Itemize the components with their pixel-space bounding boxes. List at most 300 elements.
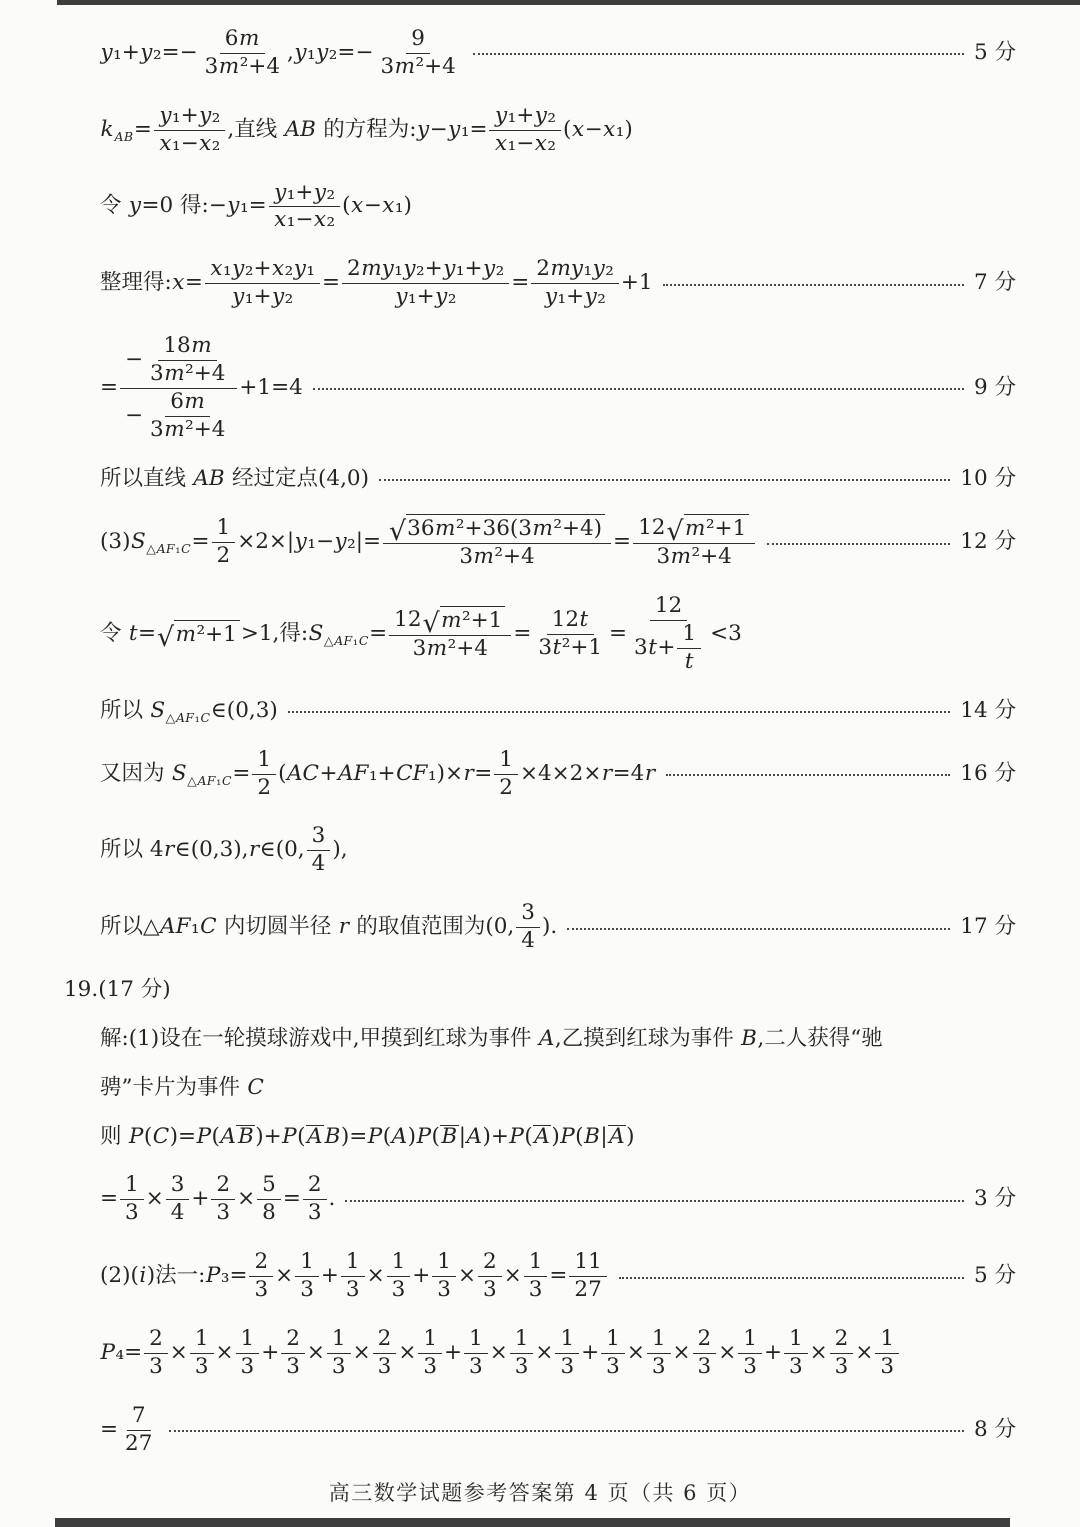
fraction — [383, 514, 611, 571]
math-text: 1 — [257, 746, 272, 772]
denominator — [875, 1354, 899, 1381]
math-text: 2 — [286, 1325, 300, 1351]
math-text: × — [237, 1186, 256, 1212]
denominator — [154, 131, 226, 158]
math-text: 1 — [743, 1325, 757, 1351]
fraction — [693, 1326, 717, 1381]
math-text: 3 — [331, 1353, 346, 1379]
math-text: 1 — [345, 1249, 360, 1275]
math-text: 12 t — [551, 607, 589, 633]
numerator — [154, 103, 226, 131]
denominator — [252, 775, 276, 802]
math-text: 6 m — [224, 26, 260, 51]
math-text: + — [412, 1263, 431, 1289]
math-text: 1 — [528, 1249, 543, 1275]
sqrt-radical — [666, 514, 749, 548]
denominator — [679, 649, 699, 676]
denominator — [784, 1354, 808, 1381]
fraction — [418, 1326, 442, 1381]
math-text: 整理得: x = — [100, 270, 203, 296]
math-text: 3 — [286, 1353, 300, 1379]
numerator — [211, 1172, 235, 1200]
fraction — [303, 1172, 327, 1227]
math-text: x ₁− x ₂ — [159, 130, 221, 156]
line-inradius-range — [0, 900, 1080, 955]
math-text: 3 — [483, 1277, 497, 1302]
overbar-symbol: A — [609, 1124, 625, 1150]
math-text: + — [581, 1339, 600, 1365]
fraction — [342, 256, 509, 311]
symbol-subscript: △AF₁C — [146, 541, 192, 557]
math-text: 1 — [651, 1325, 666, 1351]
numerator — [120, 1172, 144, 1200]
math-text: 2 — [216, 543, 231, 569]
math-text: × — [626, 1339, 645, 1365]
math-text: 又因为 — [100, 760, 172, 786]
dotted-leader — [345, 1200, 964, 1202]
math-text: + — [191, 1186, 210, 1212]
math-text: = — [232, 760, 251, 786]
numerator — [269, 180, 341, 208]
math-text: ∈(0,3) — [210, 697, 278, 723]
denominator — [327, 1354, 351, 1381]
math-text: ,直线 AB 的方程为: y − y ₁= — [227, 116, 488, 142]
numerator — [303, 1172, 327, 1200]
fraction — [295, 1249, 319, 1304]
math-text: 3 — [834, 1353, 849, 1379]
line-p4-value — [0, 1403, 1080, 1458]
radicand — [174, 620, 240, 649]
denominator — [375, 54, 460, 81]
math-text: 3 — [788, 1353, 803, 1379]
denominator — [533, 635, 607, 662]
math-text: ( x − x ₁) — [342, 193, 412, 219]
math-text: y ₁+ y ₂ — [494, 102, 557, 128]
denominator — [257, 1200, 281, 1227]
denominator — [227, 284, 299, 311]
fraction — [494, 747, 518, 802]
radical-sign-icon: √ — [422, 608, 440, 640]
line-p3 — [0, 1249, 1080, 1304]
math-text: (2)( i )法一: P ₃= — [100, 1263, 248, 1289]
numerator — [432, 1249, 456, 1277]
math-text: m ²+1 — [175, 622, 237, 647]
fraction — [327, 1326, 351, 1381]
math-text: = — [513, 621, 532, 646]
math-text: = — [100, 1186, 119, 1212]
subscripted-symbol — [130, 529, 191, 556]
dotted-leader — [619, 1277, 964, 1279]
denominator — [145, 417, 230, 444]
numerator — [257, 1172, 281, 1200]
math-text: 3 — [606, 1353, 620, 1379]
numerator — [205, 256, 320, 284]
line-prob-c-expansion — [0, 1124, 1080, 1151]
overbar-symbol: B — [237, 1124, 254, 1150]
symbol-subscript: AB — [114, 128, 134, 144]
denominator — [249, 1277, 273, 1304]
math-text: 3 — [149, 1353, 163, 1379]
fraction — [555, 1326, 579, 1381]
math-text: 1 — [469, 1325, 483, 1351]
numerator — [342, 256, 509, 284]
math-text: 6 m — [170, 388, 205, 414]
score-label: 3 分 — [973, 1186, 1016, 1212]
math-text: y ₁+ y ₂ — [274, 179, 336, 205]
math-text: 3 — [170, 1172, 185, 1198]
overbar-symbol: B — [441, 1124, 458, 1150]
math-text: 3 — [437, 1277, 451, 1302]
fraction — [533, 607, 607, 662]
math-text: 1 — [423, 1325, 438, 1351]
line-inradius-eq — [0, 747, 1080, 802]
fraction — [647, 1326, 671, 1381]
math-text: 1 — [606, 1325, 620, 1351]
line-4r-range — [0, 823, 1080, 878]
math-text: 4 — [311, 851, 326, 877]
math-text: 3 m ²+4 — [150, 360, 226, 386]
symbol-base: S — [130, 529, 146, 555]
fraction — [830, 1326, 854, 1381]
math-text: 3 m ²+4 — [656, 544, 732, 570]
score-label: 8 分 — [973, 1416, 1016, 1442]
math-text: + — [320, 1263, 339, 1289]
math-text: <3 — [710, 621, 742, 646]
numerator — [738, 1326, 762, 1354]
math-text: 3 — [307, 1200, 322, 1226]
math-text: +1=4 — [239, 374, 303, 400]
math-text: 3 — [651, 1353, 666, 1379]
math-text: 3 — [377, 1353, 392, 1379]
radicand — [406, 514, 605, 543]
radical-sign-icon: √ — [157, 622, 175, 654]
denominator — [408, 636, 493, 663]
denominator — [454, 544, 539, 571]
numerator — [406, 26, 430, 54]
math-text: = — [100, 1416, 119, 1442]
numerator — [236, 1326, 260, 1354]
denominator — [269, 207, 341, 234]
math-text: ( AC + AF ₁+ CF ₁)× r = — [278, 760, 493, 786]
symbol-subscript: △AF₁C — [165, 709, 211, 725]
denominator — [236, 1354, 260, 1381]
math-text: 所以 — [100, 697, 150, 723]
denominator — [341, 1277, 365, 1304]
numerator — [693, 1326, 717, 1354]
math-text: × — [215, 1339, 234, 1365]
math-text: 2 — [307, 1172, 322, 1198]
numerator — [165, 389, 210, 417]
math-text: 1 — [880, 1325, 895, 1351]
math-text: = — [369, 621, 388, 646]
symbol-base: S — [171, 760, 187, 786]
math-text: , y ₁ y ₂=− — [287, 39, 374, 65]
math-text: × — [855, 1339, 874, 1365]
denominator — [651, 544, 736, 571]
math-text: 1 — [514, 1325, 529, 1351]
math-text: >1,得: — [240, 621, 309, 646]
numerator — [387, 1249, 411, 1277]
top-scan-edge — [57, 0, 1080, 5]
fraction — [516, 900, 540, 955]
symbol-base: k — [100, 116, 114, 142]
math-text: = — [191, 529, 210, 555]
math-text: y ₁+ y ₂ — [232, 284, 294, 310]
score-label: 17 分 — [960, 914, 1016, 940]
numerator — [307, 823, 331, 851]
math-text: = — [282, 1186, 301, 1212]
numerator — [647, 1326, 671, 1354]
math-text: 1 — [240, 1325, 255, 1351]
numerator — [327, 1326, 351, 1354]
numerator — [601, 1326, 625, 1354]
radical-sign-icon: √ — [389, 516, 407, 548]
math-text: 2 — [377, 1325, 392, 1351]
line-simplify-x — [0, 256, 1080, 311]
denominator — [478, 1277, 502, 1304]
math-text: = — [609, 621, 628, 646]
solution-lines — [0, 26, 1080, 1479]
math-text: 3 — [469, 1353, 483, 1379]
numerator — [418, 1326, 442, 1354]
numerator — [341, 1249, 365, 1277]
math-text: 3 t ²+1 — [538, 634, 603, 660]
line-substitute-t — [0, 593, 1080, 676]
fraction — [601, 1326, 625, 1381]
numerator — [516, 900, 540, 928]
math-text: 5 — [262, 1172, 276, 1198]
math-text: y ₁+ y ₂ — [544, 284, 606, 310]
numerator — [555, 1326, 579, 1354]
denominator — [303, 1200, 327, 1227]
fraction — [375, 26, 460, 81]
math-text: 1 — [788, 1325, 803, 1351]
subscripted-symbol — [171, 761, 232, 788]
denominator — [738, 1354, 762, 1381]
dotted-leader — [169, 1430, 964, 1432]
denominator — [830, 1354, 854, 1381]
math-text: 19.(17 分) — [64, 976, 171, 1002]
line-problem-19 — [0, 977, 1080, 1004]
numerator — [464, 1326, 488, 1354]
math-text: 4 — [170, 1200, 185, 1226]
math-text: 3 m ²+4 — [412, 635, 488, 661]
fraction — [200, 26, 285, 81]
math-text: = — [511, 270, 530, 296]
numerator — [249, 1249, 273, 1277]
line-p4 — [0, 1326, 1080, 1381]
math-text: 所以 4 r ∈(0,3), r ∈(0, — [100, 837, 305, 863]
denominator — [494, 775, 518, 802]
denominator — [647, 1354, 671, 1381]
math-text: × — [489, 1339, 508, 1365]
radicand — [440, 606, 506, 635]
line-area-formula — [0, 514, 1080, 571]
math-text: 3 — [391, 1277, 406, 1302]
fraction — [478, 1249, 502, 1304]
numerator — [383, 514, 611, 548]
math-text: 27 — [125, 1430, 153, 1456]
math-text: − — [125, 402, 144, 428]
fraction — [569, 1249, 606, 1304]
math-text: y ₁+ y ₂ — [395, 284, 457, 310]
denominator — [120, 389, 237, 444]
math-text: 3 — [300, 1277, 314, 1302]
math-text: +1 — [620, 270, 653, 296]
math-text: 3 — [125, 1200, 139, 1226]
dotted-leader — [663, 284, 964, 286]
math-text: 27 — [574, 1277, 602, 1302]
math-text: × — [306, 1339, 325, 1365]
math-text: 3 — [521, 900, 535, 926]
overbar-symbol: A — [307, 1124, 323, 1150]
radical-sign-icon: √ — [666, 516, 684, 548]
score-label: 7 分 — [973, 270, 1016, 296]
numerator — [494, 747, 518, 775]
math-text: ). — [541, 914, 558, 940]
denominator — [601, 1354, 625, 1381]
math-text: × — [366, 1263, 385, 1289]
denominator — [120, 1431, 157, 1458]
dotted-leader — [666, 774, 951, 776]
score-label: 16 分 — [960, 760, 1016, 786]
math-text: 1 — [391, 1249, 406, 1275]
fraction — [257, 1172, 281, 1227]
math-text: ×2×| y ₁− y ₂|= — [237, 529, 382, 555]
math-text: 3 — [560, 1353, 575, 1379]
fraction — [120, 1403, 157, 1458]
math-text: 2 — [834, 1325, 849, 1351]
symbol-subscript: △AF₁C — [187, 772, 232, 788]
denominator — [539, 284, 611, 311]
numerator — [650, 593, 687, 621]
math-text: ), — [332, 837, 348, 863]
math-text: 1 — [682, 621, 697, 646]
denominator — [212, 543, 236, 570]
math-text: 3 — [528, 1277, 543, 1302]
math-text: y ₁+ y ₂ — [159, 102, 221, 128]
math-text: ×4×2× r =4 r — [519, 760, 656, 786]
numerator — [120, 333, 237, 389]
fraction — [211, 1172, 235, 1227]
fraction — [166, 1172, 190, 1227]
math-text: x ₁− x ₂ — [494, 130, 557, 156]
math-text: | A )+ P ( — [458, 1123, 533, 1149]
dotted-leader — [767, 543, 950, 545]
numerator — [524, 1249, 548, 1277]
numerator — [510, 1326, 534, 1354]
fraction — [145, 389, 230, 444]
math-text: m ²+1 — [685, 516, 747, 542]
overbar-symbol: A — [534, 1124, 550, 1150]
symbol-base: S — [308, 621, 324, 646]
math-text: × — [457, 1263, 476, 1289]
denominator — [516, 928, 540, 955]
math-text: 4 — [521, 928, 535, 953]
numerator — [212, 515, 236, 543]
denominator — [464, 1354, 488, 1381]
fraction — [784, 1326, 808, 1381]
numerator — [633, 514, 755, 548]
denominator — [432, 1277, 456, 1304]
math-text: 12 — [654, 593, 683, 619]
math-text: P ₄= — [100, 1339, 143, 1365]
math-text: ( x − x ₁) — [563, 116, 633, 142]
subscripted-symbol — [100, 117, 134, 144]
subscripted-symbol — [150, 698, 211, 725]
fraction — [875, 1326, 899, 1381]
math-text: × — [535, 1339, 554, 1365]
math-text: y ₁+ y ₂=− — [100, 39, 198, 65]
math-text: = — [322, 270, 341, 296]
math-text: 3 t + — [634, 634, 676, 660]
fraction — [432, 1249, 456, 1304]
denominator — [387, 1277, 411, 1304]
line-fixed-point — [0, 466, 1080, 493]
math-text: 2 my ₁ y ₂ — [536, 256, 614, 282]
math-text: × — [352, 1339, 371, 1365]
fraction — [120, 333, 237, 444]
score-label: 5 分 — [973, 39, 1016, 65]
fraction — [252, 747, 276, 802]
math-text: 11 — [574, 1249, 602, 1275]
fraction — [524, 1249, 548, 1304]
math-text: 3 m ²+4 — [150, 416, 226, 442]
math-text: 36 m ²+36(3 m ²+4) — [407, 516, 603, 542]
denominator — [693, 1354, 717, 1381]
denominator — [190, 1354, 214, 1381]
fraction — [387, 1249, 411, 1304]
math-text: + — [261, 1339, 280, 1365]
score-label: 12 分 — [960, 529, 1016, 555]
numerator — [220, 26, 265, 54]
line-slope-ab — [0, 103, 1080, 158]
sqrt-radical — [422, 606, 506, 640]
math-text: 3 m ²+4 — [380, 53, 456, 79]
denominator — [281, 1354, 305, 1381]
line-area-range — [0, 698, 1080, 725]
math-text: 解:(1)设在一轮摸球游戏中,甲摸到红球为事件 A ,乙摸到红球为事件 B ,二人获得“驰 — [100, 1025, 883, 1051]
math-text: + — [444, 1339, 463, 1365]
denominator — [629, 621, 708, 676]
numerator — [784, 1326, 808, 1354]
denominator — [120, 1200, 144, 1227]
numerator — [875, 1326, 899, 1354]
math-text: t — [684, 648, 694, 674]
fraction — [120, 1172, 144, 1227]
fraction — [249, 1249, 273, 1304]
numerator — [166, 1172, 190, 1200]
math-text: = — [100, 374, 119, 400]
denominator — [211, 1200, 235, 1227]
denominator — [555, 1354, 579, 1381]
fraction — [145, 333, 230, 388]
math-text: × — [275, 1263, 294, 1289]
score-label: 10 分 — [960, 465, 1016, 491]
math-text: 2 my ₁ y ₂+ y ₁+ y ₂ — [347, 256, 505, 282]
math-text: B )= P ( A ) P ( — [324, 1123, 440, 1149]
numerator — [531, 256, 619, 284]
fraction — [205, 256, 320, 311]
math-text: 1 — [560, 1325, 575, 1351]
dotted-leader — [313, 388, 964, 390]
fraction — [389, 606, 511, 663]
score-label: 14 分 — [960, 697, 1016, 723]
math-text: 8 — [262, 1200, 276, 1226]
denominator — [200, 54, 285, 81]
denominator — [569, 1277, 606, 1304]
numerator — [489, 103, 561, 131]
